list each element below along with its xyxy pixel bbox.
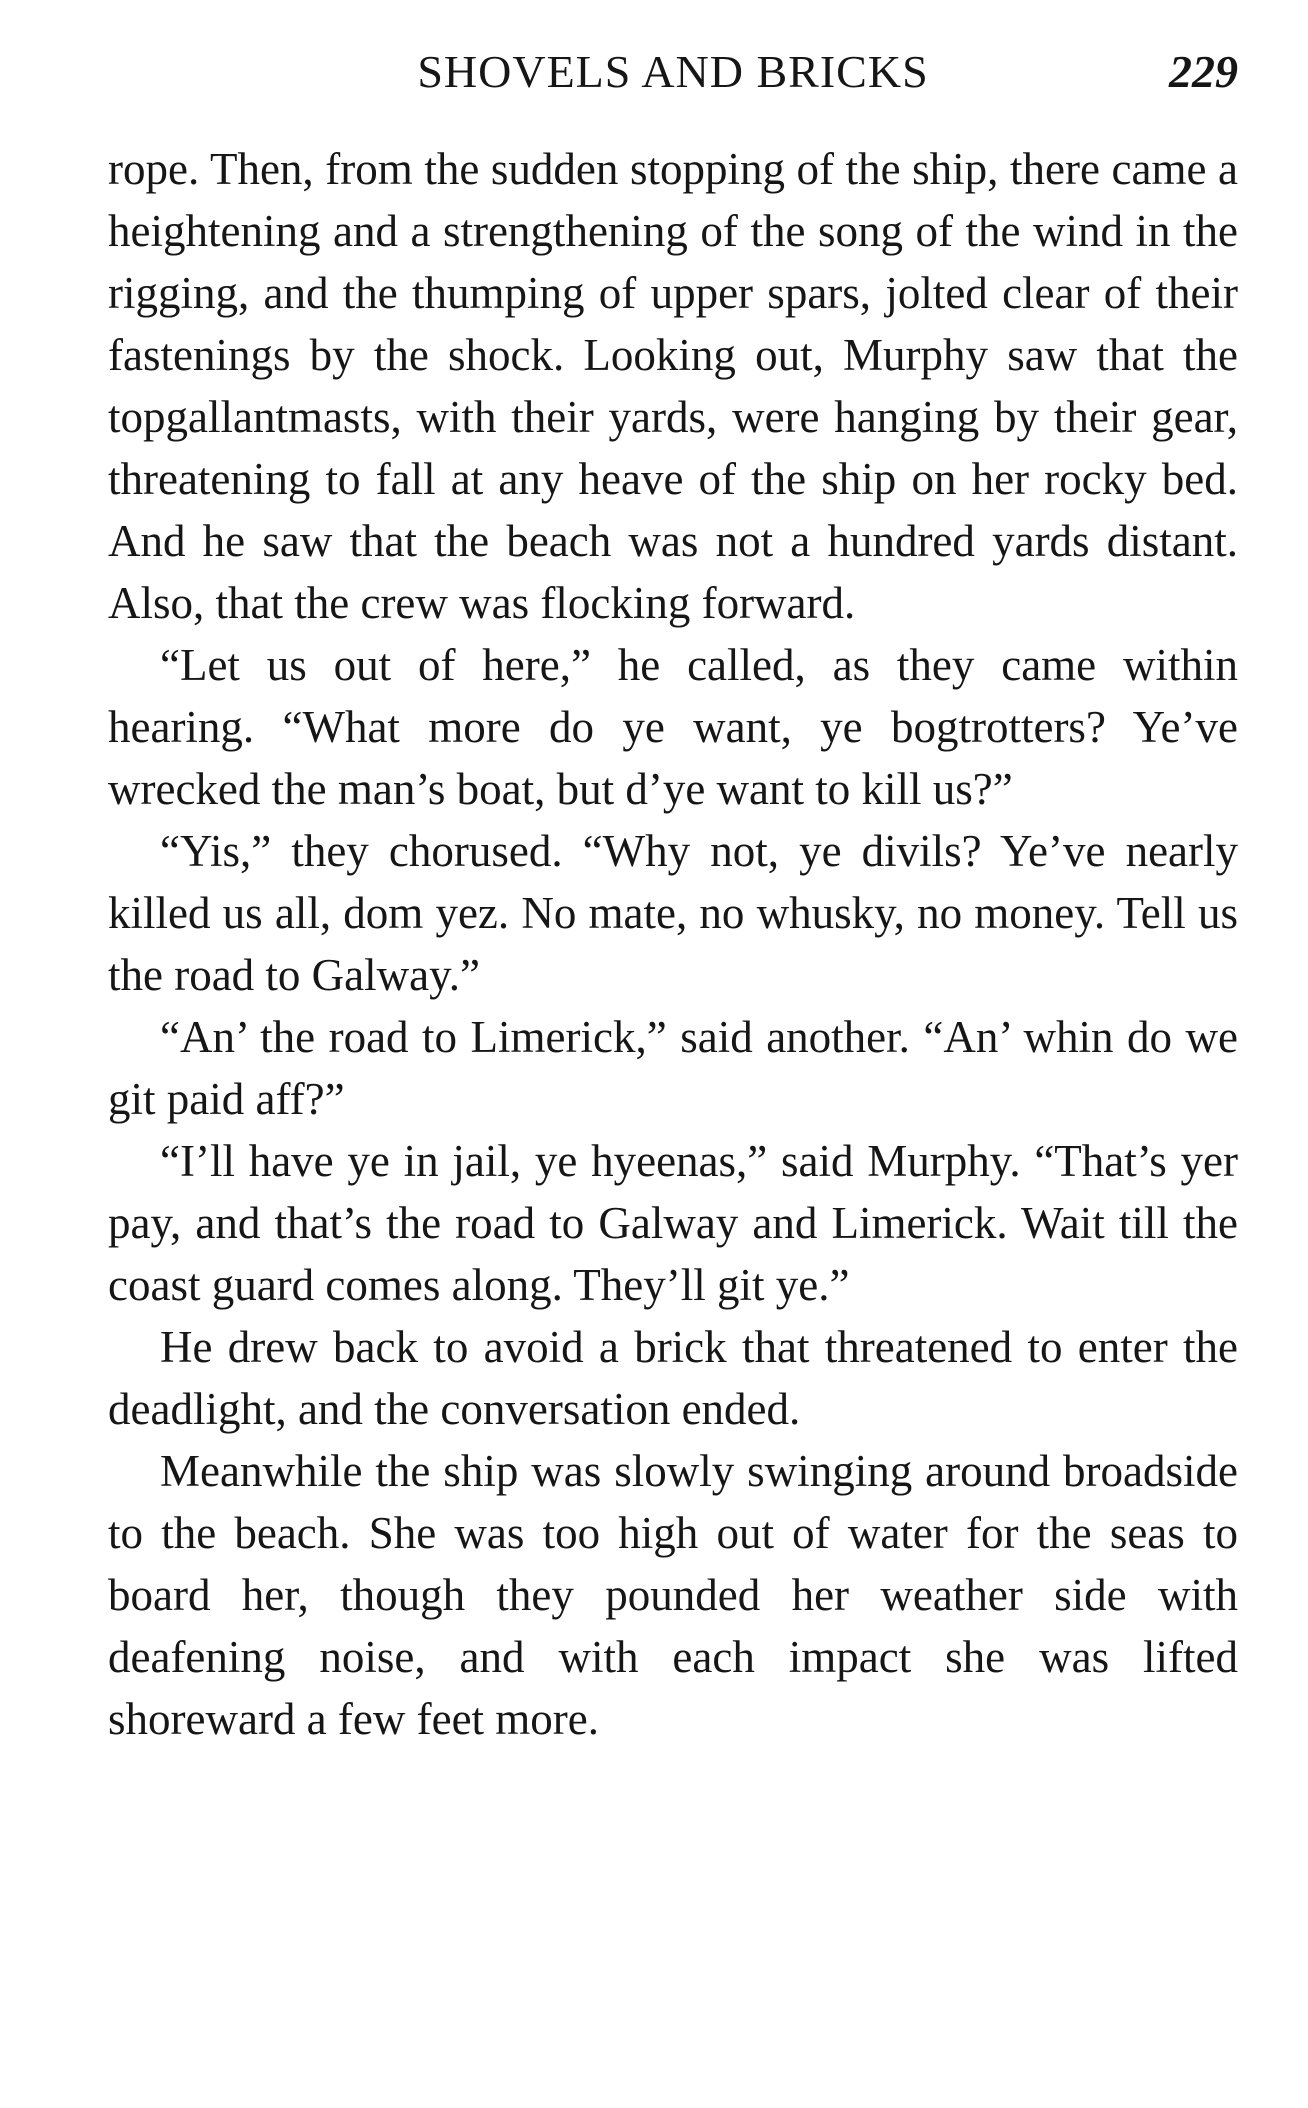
paragraph: “An’ the road to Limerick,” said another. “An’ whin do we git paid aff?” [108,1012,1238,1124]
paragraph: He drew back to avoid a brick that threatened to enter the deadlight, and the conversation ended. [108,1322,1238,1434]
running-title: SHOVELS AND BRICKS [417,46,929,97]
paragraph: “I’ll have ye in jail, ye hyeenas,” said Murphy. “That’s yer pay, and that’s the road to Galway and Limerick. Wait till the coast guard comes along. They’ll git ye.” [108,1136,1238,1310]
paragraph-continuation: rope. Then, from the sudden stopping of the ship, there came a heightening and a strengthening of the song of the wind in the rigging, and the thumping of upper spars, jolted clear of their fastenings by the shock. Looking out, Murphy saw that the topgallantmasts, with their yards, were hanging by their gear, threatening to fall at any heave of the ship on her rocky bed. And he saw that the beach was not a hundred yards distant. Also, that the crew was flocking forward. [108,144,1238,628]
body-text [108,138,1238,1750]
page-number: 229 [1169,46,1238,97]
paragraph: Meanwhile the ship was slowly swinging around broadside to the beach. She was too high out of water for the seas to board her, though they pounded her weather side with deafening noise, and with each impact she was lifted shoreward a few feet more. [108,1446,1238,1744]
paragraph: “Yis,” they chorused. “Why not, ye divils? Ye’ve nearly killed us all, dom yez. No mate, no whusky, no money. Tell us the road to Galway.” [108,826,1238,1000]
running-head [108,44,1238,100]
paragraph: “Let us out of here,” he called, as they came within hearing. “What more do ye want, ye bogtrotters? Ye’ve wrecked the man’s boat, but d’ye want to kill us?” [108,640,1238,814]
